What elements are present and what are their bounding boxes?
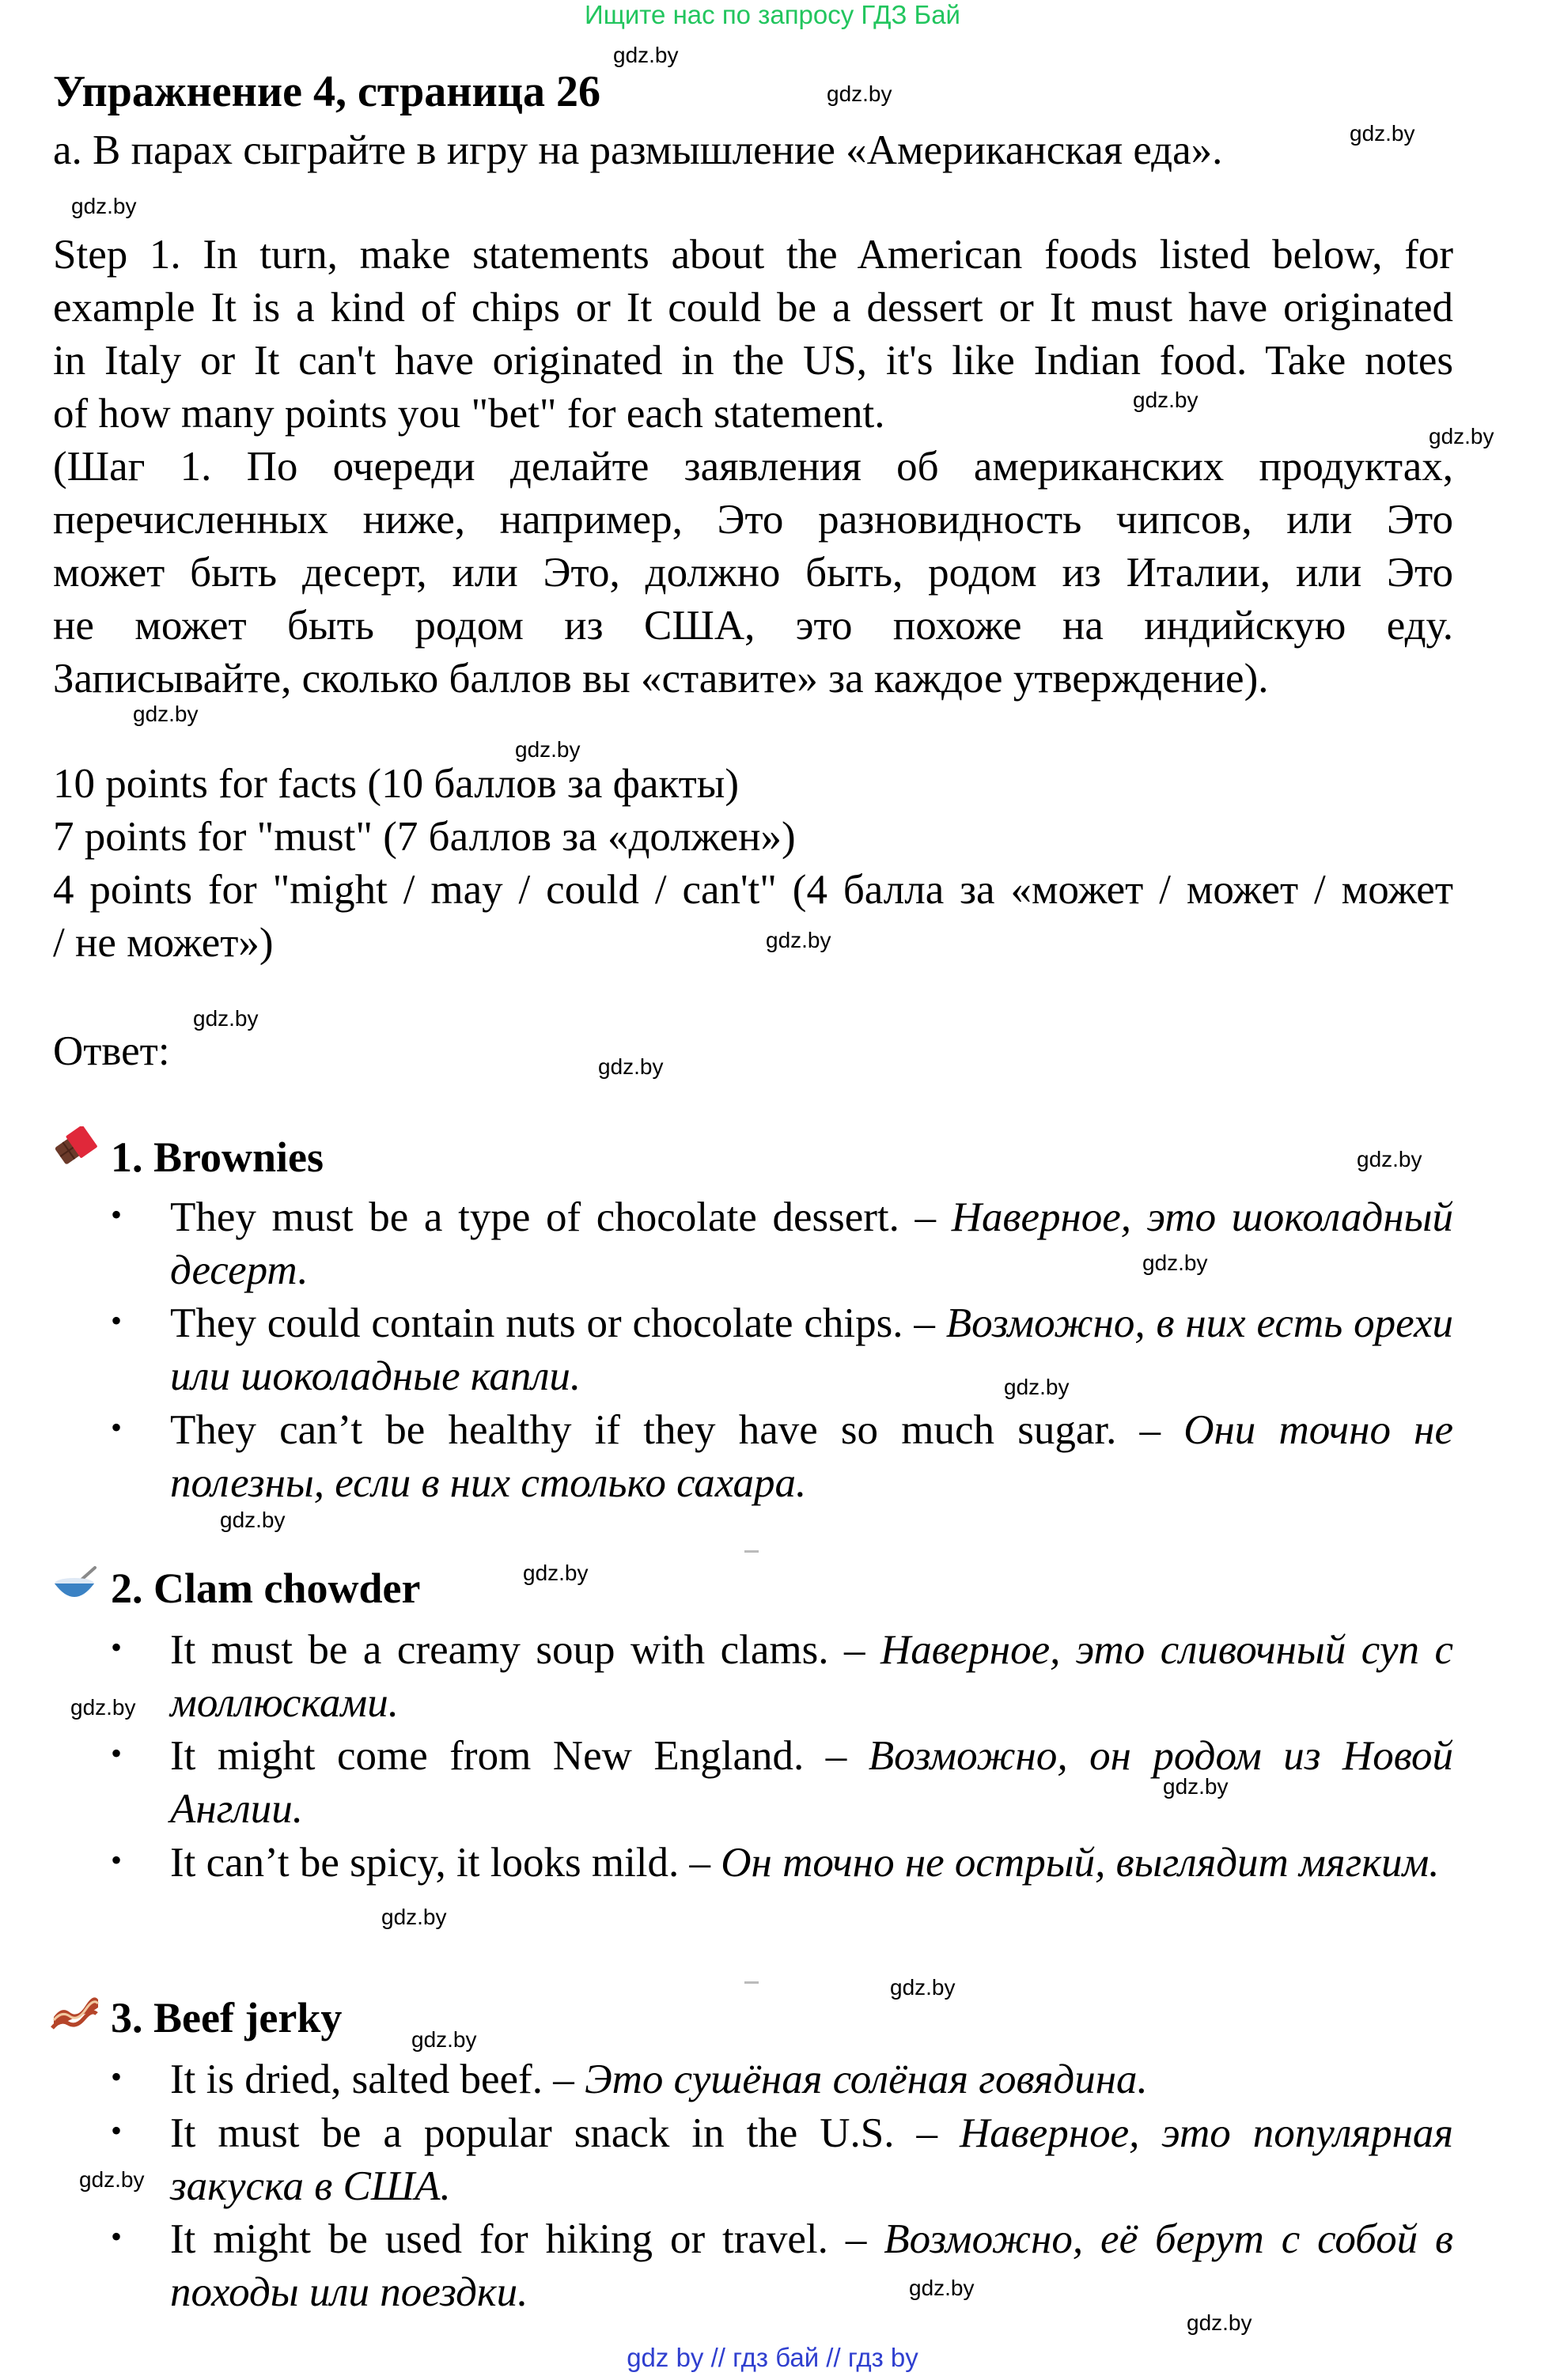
watermark: gdz.by (909, 2276, 975, 2300)
watermark: gdz.by (613, 43, 679, 67)
step1-ru-line: может быть десерт, или Это, должно быть, родом из Италии, или Это (53, 550, 1453, 596)
item-russian: Наверное, это шоколадный десерт. (170, 1194, 1454, 1293)
step1-en-line: example It is a kind of chips or It could be a dessert or It must have originated (53, 285, 1453, 331)
watermark: gdz.by (523, 1561, 589, 1585)
item-russian: Возможно, он родом из Новой Англии. (170, 1733, 1454, 1832)
watermark: gdz.by (1187, 2310, 1252, 2335)
list-item (170, 1191, 1453, 1297)
step1-ru-line: Записывайте, сколько баллов вы «ставите» за каждое утверждение). (53, 656, 1269, 702)
item-russian: Возможно, в них есть орехи или шоколадные капли. (170, 1300, 1454, 1399)
watermark: gdz.by (515, 737, 581, 762)
bullet-icon: • (111, 1409, 123, 1445)
item-english: It might come from New England. – (170, 1733, 847, 1779)
item-russian: Наверное, это сливочный суп с моллюсками. (170, 1627, 1453, 1726)
item-english: It must be a creamy soup with clams. – (170, 1627, 865, 1673)
watermark: gdz.by (890, 1975, 956, 2000)
list-item (170, 1404, 1453, 1510)
chocolate-bar-icon (52, 1126, 98, 1166)
item-russian: Они точно не полезны, если в них столько сахара. (170, 1407, 1453, 1506)
step1-russian (53, 441, 1453, 706)
item-russian: Это сушёная солёная говядина. (584, 2056, 1148, 2102)
watermark: gdz.by (193, 1006, 259, 1031)
footer-links[interactable]: gdz by // гдз бай // гдз by (627, 2343, 918, 2372)
list-item (170, 2107, 1453, 2213)
item-russian: Наверное, это популярная закуска в США. (170, 2110, 1454, 2209)
points-line: 7 points for "must" (7 баллов за «должен») (53, 814, 796, 860)
page-title: Упражнение 4, страница 26 (53, 67, 601, 116)
divider-mark (744, 1550, 759, 1553)
watermark: gdz.by (70, 1695, 136, 1720)
bullet-icon: • (111, 2219, 123, 2254)
watermark: gdz.by (766, 928, 831, 952)
step1-en-line: Step 1. In turn, make statements about the American foods listed below, for (53, 232, 1453, 278)
watermark: gdz.by (598, 1054, 664, 1079)
watermark: gdz.by (1133, 388, 1199, 412)
item-english: They must be a type of chocolate dessert. – (170, 1194, 937, 1240)
list-item (170, 1624, 1453, 1730)
step1-ru-line: (Шаг 1. По очереди делайте заявления об американских продуктах, (53, 444, 1453, 490)
bullet-icon: • (111, 2113, 123, 2148)
soup-bowl-icon (52, 1565, 100, 1604)
step1-english (53, 229, 1453, 441)
bullet-icon: • (111, 1842, 123, 1878)
item-english: They can’t be healthy if they have so much sugar. – (170, 1407, 1161, 1453)
bacon-icon (51, 1993, 100, 2033)
watermark: gdz.by (1350, 121, 1415, 146)
bullet-icon: • (111, 1197, 123, 1232)
watermark: gdz.by (827, 81, 892, 106)
promo-banner[interactable]: Ищите нас по запросу ГДЗ Бай (585, 0, 960, 29)
bullet-icon: • (111, 1303, 123, 1338)
section-heading: 2. Clam chowder (111, 1565, 421, 1612)
step1-ru-line: перечисленных ниже, например, Это разновидность чипсов, или Это (53, 497, 1453, 543)
section-heading: 1. Brownies (111, 1133, 324, 1181)
watermark: gdz.by (411, 2027, 477, 2052)
watermark: gdz.by (381, 1905, 447, 1929)
bullet-icon: • (111, 1629, 123, 1665)
watermark: gdz.by (71, 194, 137, 218)
step1-ru-line: не может быть родом из США, это похоже на индийскую еду. (53, 603, 1453, 649)
answer-label: Ответ: (53, 1028, 170, 1074)
item-english: It can’t be spicy, it looks mild. – (170, 1840, 711, 1886)
points-list (53, 758, 1453, 970)
list-item (170, 2213, 1453, 2319)
watermark: gdz.by (79, 2167, 145, 2192)
step1-en-line: of how many points you "bet" for each statement. (53, 391, 885, 437)
watermark: gdz.by (1142, 1251, 1208, 1275)
bullet-icon: • (111, 1735, 123, 1771)
item-english: It is dried, salted beef. – (170, 2056, 574, 2102)
section-heading: 3. Beef jerky (111, 1994, 343, 2041)
item-english: It must be a popular snack in the U.S. – (170, 2110, 938, 2156)
step1-en-line: in Italy or It can't have originated in the US, it's like Indian food. Take notes (53, 338, 1453, 384)
list-item (170, 1297, 1453, 1403)
watermark: gdz.by (220, 1508, 286, 1532)
points-line: 10 points for facts (10 баллов за факты) (53, 761, 739, 807)
task-a-text: а. В парах сыграйте в игру на размышление «Американская еда». (53, 127, 1223, 173)
watermark: gdz.by (1163, 1774, 1229, 1799)
divider-mark (744, 1981, 759, 1984)
item-russian: Он точно не острый, выглядит мягким. (721, 1840, 1440, 1886)
list-item (170, 2053, 1453, 2106)
item-russian: Возможно, её берут с собой в походы или поездки. (170, 2216, 1454, 2315)
item-english: They could contain nuts or chocolate chips. – (170, 1300, 935, 1346)
points-line: 4 points for "might / may / could / can't" (4 балла за «может / может / может (53, 867, 1453, 913)
watermark: gdz.by (1357, 1147, 1422, 1171)
watermark: gdz.by (1004, 1375, 1070, 1399)
watermark: gdz.by (133, 702, 199, 726)
watermark: gdz.by (1429, 424, 1494, 448)
list-item (170, 1730, 1453, 1836)
points-line: / не может») (53, 920, 274, 966)
list-item (170, 1837, 1453, 1890)
bullet-icon: • (111, 2059, 123, 2094)
item-english: It might be used for hiking or travel. – (170, 2216, 867, 2262)
